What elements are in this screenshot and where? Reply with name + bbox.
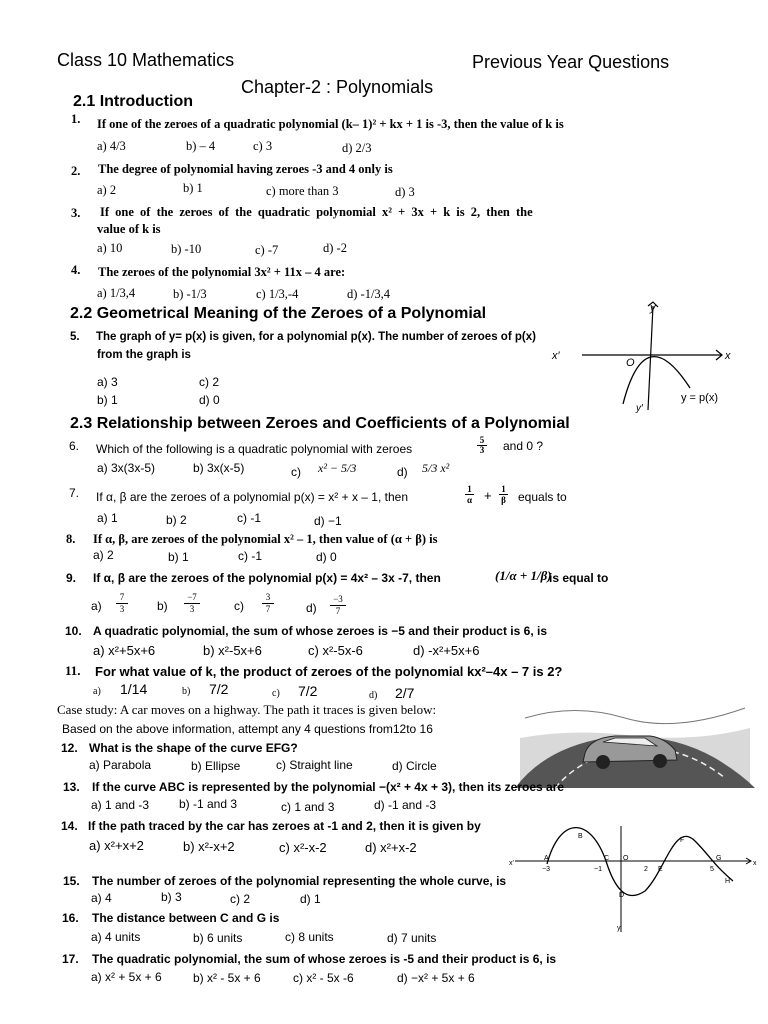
q11-opt-d: d) [369,690,378,701]
q6-fraction-num: 5 [479,435,485,445]
graph1-curve-label: y = p(x) [681,392,718,404]
q3-text: If one of the zeroes of the quadratic polynomial x² + 3x + k is 2, then the [100,205,533,219]
q10-opt-b: b) x²-5x+6 [203,643,262,658]
q1-opt-d: d) 2/3 [342,141,372,155]
q6-opt-d: d) [397,465,408,479]
q11-opt-b-value: 7/2 [209,681,229,697]
q9-opt-d: d) [306,601,317,615]
q8-number: 8. [66,532,76,546]
q6-text: Which of the following is a quadratic polynomial with zeroes [96,442,413,456]
q11-number: 11. [65,663,81,678]
q14-opt-b: b) x²-x+2 [183,839,235,854]
q3-opt-b: b) -10 [171,242,202,256]
q2-opt-c: c) more than 3 [266,184,339,198]
q9-opt-a-frac [116,592,128,615]
chapter-title: Chapter-2 : Polynomials [241,77,434,97]
case-study-line2: Based on the above information, attempt any 4 questions from12to 16 [62,722,433,736]
q17-opt-a: a) x² + 5x + 6 [91,970,162,984]
q15-text: The number of zeroes of the polynomial representing the whole curve, is [92,874,507,888]
q15-number: 15. [63,874,80,888]
q3-opt-a: a) 10 [97,241,123,255]
q12-opt-d: d) Circle [392,759,437,773]
q14-opt-d: d) x²+x-2 [365,840,417,855]
q16-opt-b: b) 6 units [193,931,243,945]
q17-opt-c: c) x² - 5x -6 [293,971,354,985]
q6-opt-c-expr: x² − 5/3 [318,461,357,475]
q7-opt-d: d) −1 [314,514,342,528]
graph1-xprime-label: x′ [552,350,560,362]
q1-opt-b: b) – 4 [186,139,216,153]
section-2-2: 2.2 Geometrical Meaning of the Zeroes of a Polynomial [70,305,487,322]
q9-opt-a: a) [91,599,102,613]
q11-text: For what value of k, the product of zeroes of the polynomial kx²–4x – 7 is 2? [95,664,563,679]
q13-opt-a: a) 1 and -3 [91,798,150,812]
q2-text: The degree of polynomial having zeroes -3 and 4 only is [98,162,393,176]
q14-opt-a: a) x²+x+2 [89,838,144,853]
graph2-xprime: x′ [509,860,514,867]
graph1-yprime-label: y′ [636,403,643,414]
q11-opt-b: b) [182,686,191,697]
q9-number: 9. [66,571,77,585]
q16-opt-a: a) 4 units [91,930,141,944]
q11-opt-c: c) [272,688,280,699]
q7-frac-beta [499,484,508,505]
q7-opt-b: b) 2 [166,513,187,527]
q7-number: 7. [69,486,80,500]
case-study-line1: Case study: A car moves on a highway. The path it traces is given below: [57,702,437,717]
q9-expr: (1/α + 1/β) [495,568,552,583]
q15-opt-a: a) 4 [91,891,112,905]
section-2-3: 2.3 Relationship between Zeroes and Coefficients of a Polynomial [70,415,570,432]
q5-opt-c: c) 2 [199,375,220,389]
q15-opt-c: c) 2 [230,892,251,906]
q4-opt-a: a) 1/3,4 [97,286,136,300]
q4-opt-c: c) 1/3,-4 [256,287,299,301]
q1-opt-c: c) 3 [253,139,273,153]
section-2-1: 2.1 Introduction [73,93,193,110]
q6-number: 6. [69,439,80,453]
q4-text: The zeroes of the polynomial 3x² + 11x – 4 are: [98,265,346,279]
q7-frac-alpha-den: α [466,495,473,505]
graph2-tick-minus1: −1 [594,866,602,873]
q8-opt-c: c) -1 [238,549,262,563]
q1-opt-a: a) 4/3 [97,139,126,153]
q17-opt-d: d) −x² + 5x + 6 [397,971,475,985]
q9-opt-c-num: 3 [265,592,271,602]
q15-opt-d: d) 1 [300,892,321,906]
q7-frac-alpha-num: 1 [467,484,472,494]
car-highway-illustration [515,698,755,788]
q8-text: If α, β, are zeroes of the polynomial x² – 1, then value of (α + β) is [93,532,438,546]
q17-opt-b: b) x² - 5x + 6 [193,971,261,985]
q6-tail: and 0 ? [503,439,544,453]
q7-frac-alpha [465,484,474,505]
q6-opt-c: c) [291,465,301,479]
q10-opt-a: a) x²+5x+6 [93,643,156,658]
q5-opt-a: a) 3 [97,375,118,389]
q5-text-line2: from the graph is [97,349,191,361]
q17-number: 17. [62,952,79,966]
q16-number: 16. [62,911,79,925]
q15-opt-b: b) 3 [161,890,182,904]
q9-opt-c: c) [234,599,244,613]
q7-opt-a: a) 1 [97,511,118,525]
q12-opt-a: a) Parabola [89,758,152,772]
q17-text: The quadratic polynomial, the sum of whose zeroes is -5 and their product is 6, is [92,952,557,966]
q1-number: 1. [71,112,81,126]
graph2-x: x [753,860,757,867]
q9-opt-b-num: −7 [187,592,197,602]
q16-opt-d: d) 7 units [387,931,437,945]
graph2-D: D [619,892,625,899]
graph2-E: E [658,866,663,873]
graph1-y-label: y [650,302,656,314]
q12-text: What is the shape of the curve EFG? [89,741,298,755]
q9-opt-a-den: 3 [116,603,128,615]
q16-opt-c: c) 8 units [285,930,334,944]
q1-text: If one of the zeroes of a quadratic polynomial (k– 1)² + kx + 1 is -3, then the value of k is [97,117,564,131]
q5-number: 5. [70,331,80,343]
q11-opt-a: a) [93,686,101,697]
q4-number: 4. [71,263,81,277]
q9-opt-d-frac [330,594,346,617]
q9-tail: is equal to [549,571,609,585]
q13-opt-c: c) 1 and 3 [281,800,335,814]
q11-opt-a-value: 1/14 [120,681,148,697]
q8-opt-a: a) 2 [93,548,114,562]
q10-number: 10. [65,624,82,638]
graph1-x-label: x [725,350,731,362]
q9-opt-c-den: 7 [262,603,274,615]
graph2-H: H [725,878,731,885]
q3-opt-c: c) -7 [255,243,279,257]
graph2-B: B [578,833,583,840]
graph2-C: C [604,855,610,862]
q3-number: 3. [71,206,81,220]
graph2-tick-minus3: −3 [542,866,550,873]
q13-number: 13. [63,780,80,794]
q6-opt-a: a) 3x(3x-5) [97,461,156,475]
q13-text: If the curve ABC is represented by the polynomial −(x² + 4x + 3), then its zeroes are [92,780,565,794]
q11-opt-c-value: 7/2 [298,683,318,699]
q9-opt-b-frac [184,592,200,615]
q9-opt-b: b) [157,599,168,613]
q5-opt-b: b) 1 [97,393,118,407]
q6-fraction [477,436,487,455]
q6-fraction-den: 3 [477,445,487,455]
graph2-F: F [680,837,685,844]
q4-opt-b: b) -1/3 [173,287,207,301]
q6-opt-d-expr: 5/3 x² [422,461,450,475]
q12-opt-c: c) Straight line [276,758,353,772]
q5-opt-d: d) 0 [199,393,220,407]
q7-frac-beta-den: β [499,494,508,505]
header-right: Previous Year Questions [472,52,670,72]
header-left: Class 10 Mathematics [57,50,235,70]
q5-graph [540,298,740,414]
graph2-G: G [716,855,722,862]
q10-opt-d: d) -x²+5x+6 [413,643,480,658]
q7-tail: equals to [518,490,567,504]
q2-opt-b: b) 1 [183,181,203,195]
q10-text: A quadratic polynomial, the sum of whose zeroes is −5 and their product is 6, is [93,624,547,638]
q8-opt-d: d) 0 [316,550,337,564]
q6-opt-b: b) 3x(x-5) [193,461,245,475]
q13-opt-b: b) -1 and 3 [179,797,238,811]
q16-text: The distance between C and G is [92,911,280,925]
graph2-yprime: y′ [617,925,622,932]
q9-opt-b-den: 3 [184,603,200,615]
q2-opt-d: d) 3 [395,185,415,199]
graph2-A: A [544,855,549,862]
q4-opt-d: d) -1/3,4 [347,287,391,301]
q9-opt-d-num: −3 [333,594,343,604]
q7-plus: + [484,488,492,503]
graph1-origin-label: O [626,357,635,369]
graph2-O: O [623,855,629,862]
q9-opt-c-frac [262,592,274,615]
q3-text-line2: value of k is [97,222,161,236]
q9-opt-a-num: 7 [119,592,125,602]
q2-number: 2. [71,164,81,178]
q3-opt-d: d) -2 [323,241,347,255]
q9-opt-d-den: 7 [330,605,346,617]
q12-opt-b: b) Ellipse [191,759,241,773]
q7-text: If α, β are the zeroes of a polynomial p(x) = x² + x – 1, then [96,490,408,504]
q9-text: If α, β are the zeroes of the polynomial p(x) = 4x² – 3x -7, then [93,571,441,585]
q10-opt-c: c) x²-5x-6 [308,643,363,658]
q2-opt-a: a) 2 [97,183,117,197]
graph2-tick-2: 2 [644,866,648,873]
q8-opt-b: b) 1 [168,550,189,564]
q11-opt-d-value: 2/7 [395,685,415,701]
q14-number: 14. [61,819,78,833]
q7-frac-beta-num: 1 [501,484,506,494]
highway-curve-graph [505,826,760,936]
q7-opt-c: c) -1 [237,511,261,525]
q5-text: The graph of y= p(x) is given, for a polynomial p(x). The number of zeroes of p(x) [96,331,536,343]
q12-number: 12. [61,741,78,755]
q14-opt-c: c) x²-x-2 [279,840,327,855]
q14-text: If the path traced by the car has zeroes at -1 and 2, then it is given by [88,819,481,833]
q13-opt-d: d) -1 and -3 [374,798,437,812]
graph2-tick-5: 5 [710,866,714,873]
